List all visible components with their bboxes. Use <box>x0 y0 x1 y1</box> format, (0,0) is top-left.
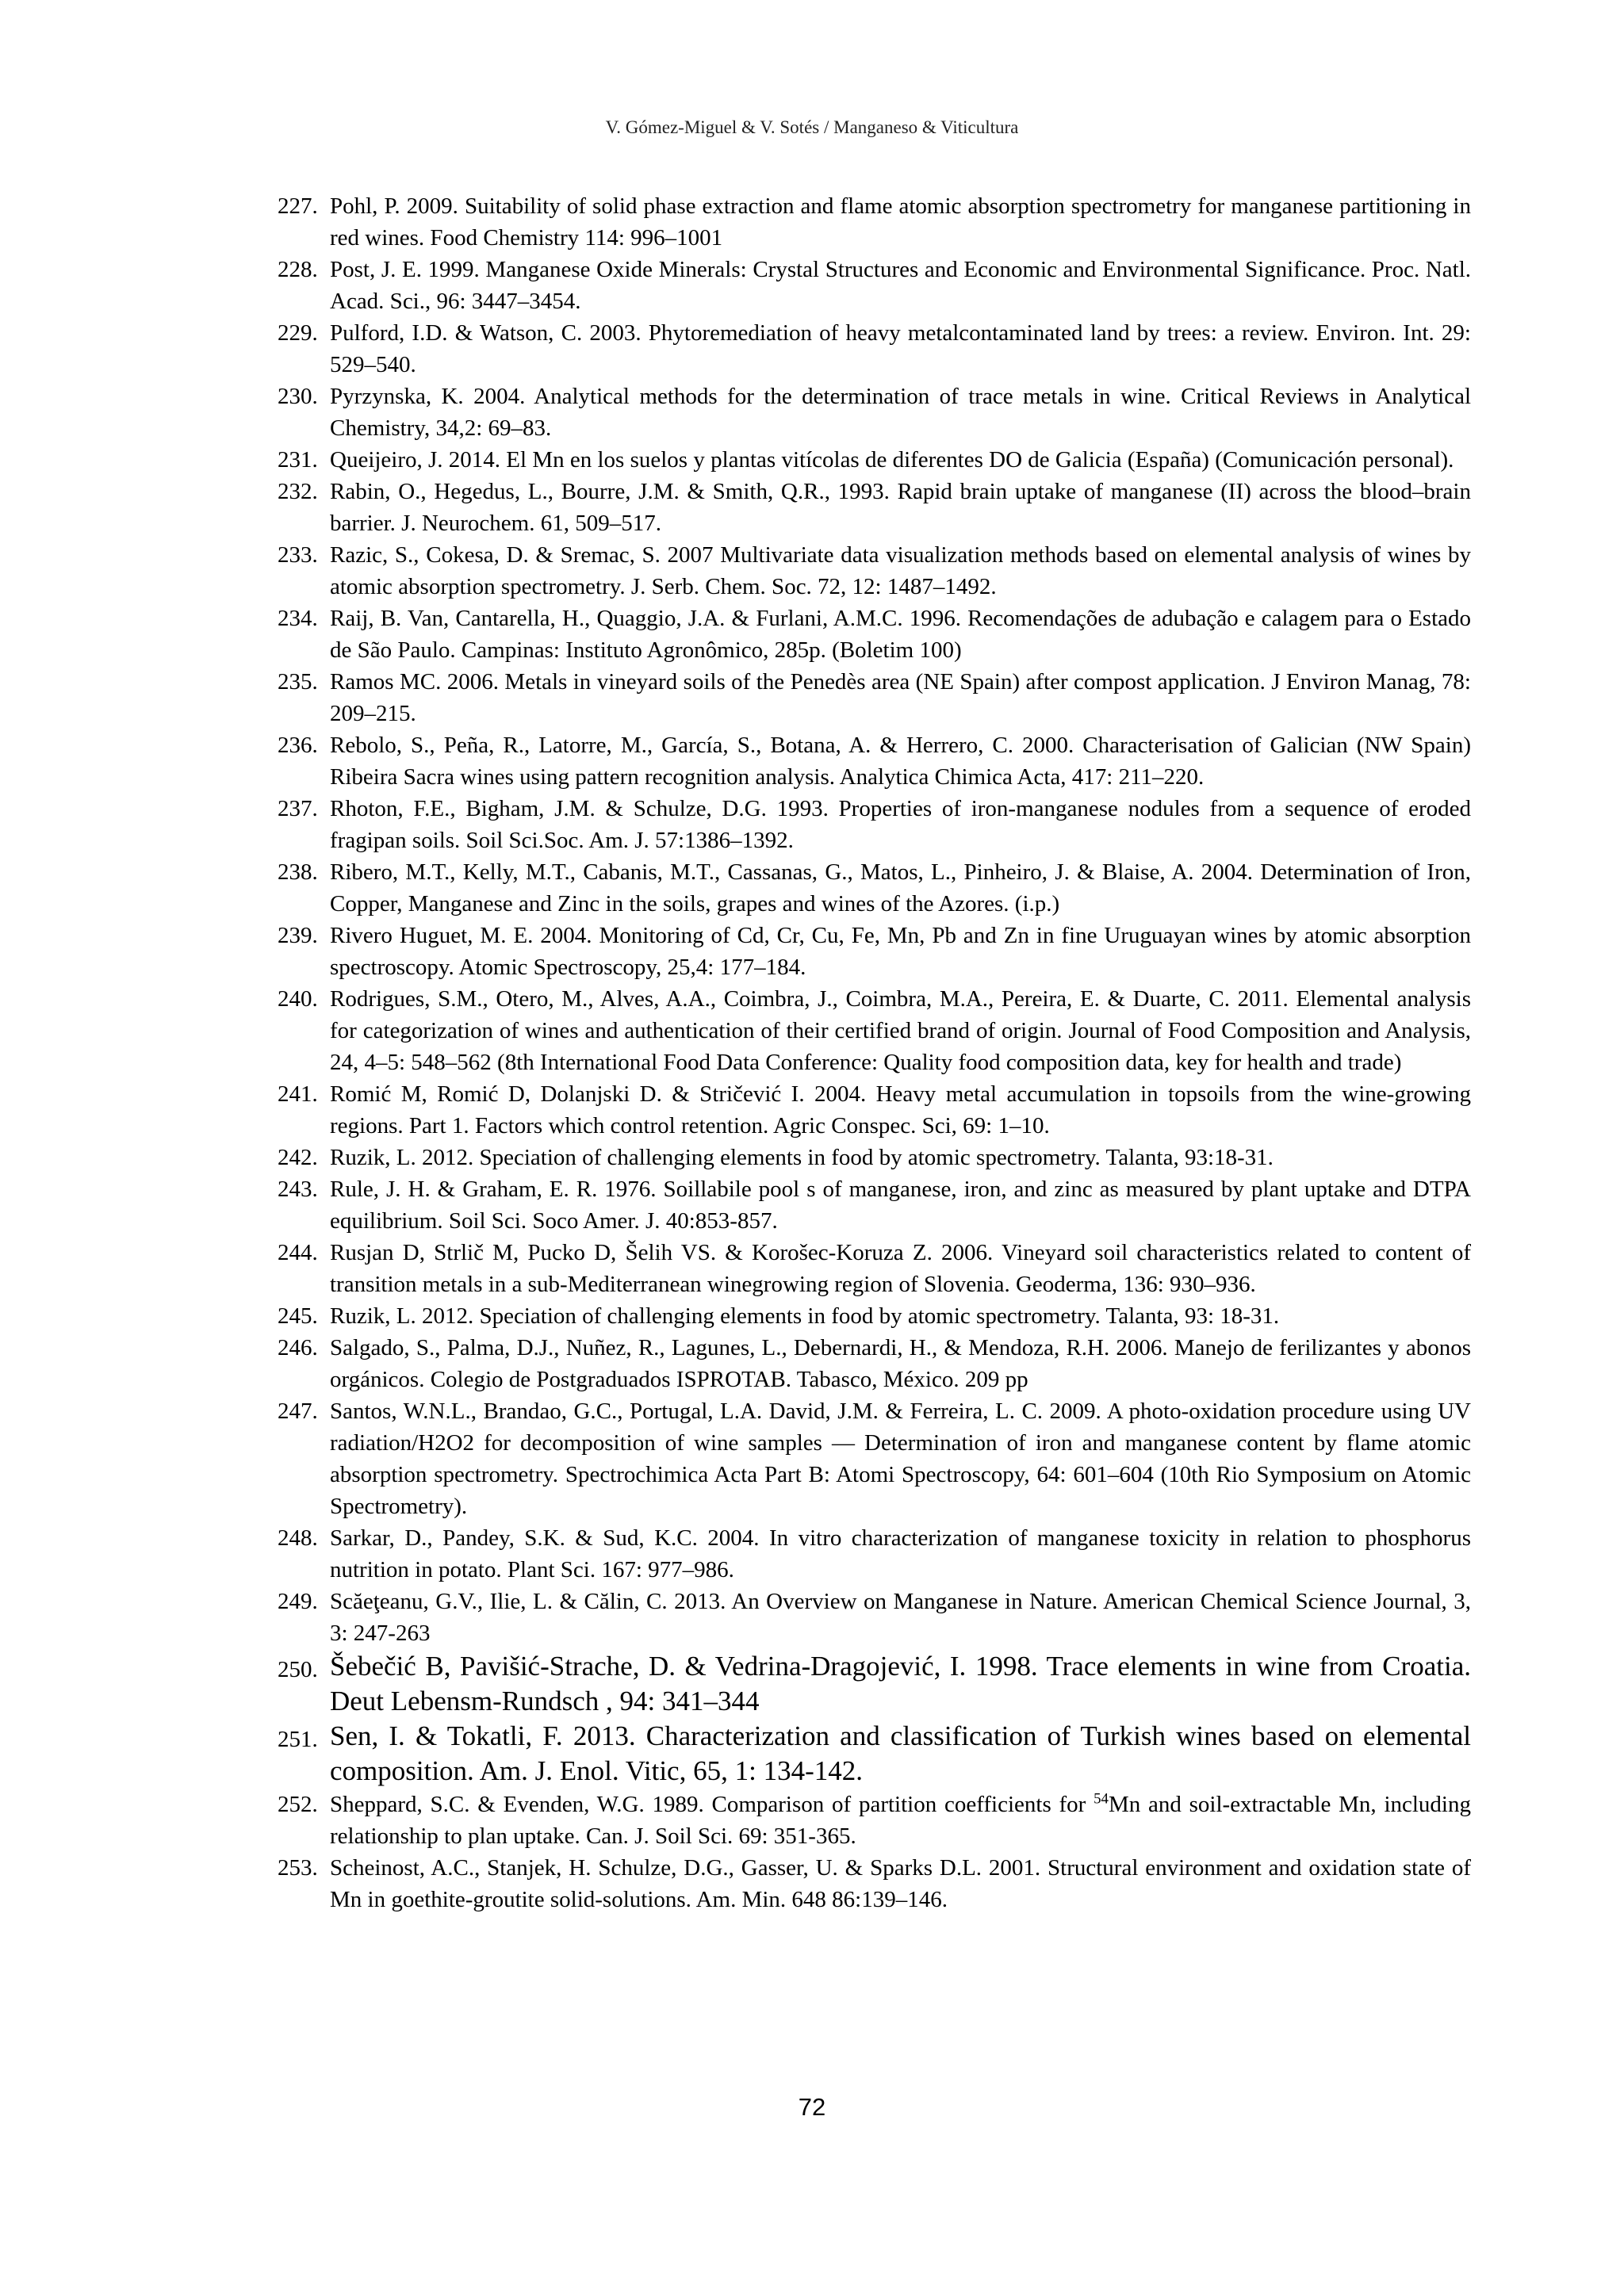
reference-item <box>278 1649 1471 1719</box>
reference-item <box>278 729 1471 793</box>
reference-text: Sen, I. & Tokatli, F. 2013. Characterization and classification of Turkish wines based on elemental composition. Am. J. Enol. Vitic, 65, 1: 134-142. <box>330 1720 1471 1786</box>
reference-number: 227. <box>278 193 318 219</box>
reference-item <box>278 793 1471 856</box>
reference-number: 243. <box>278 1177 318 1202</box>
reference-number: 244. <box>278 1240 318 1265</box>
reference-item <box>278 476 1471 539</box>
reference-number: 252. <box>278 1792 318 1817</box>
reference-text: Queijeiro, J. 2014. El Mn en los suelos y plantas vitícolas de diferentes DO de Galicia (España) (Comunicación personal). <box>330 447 1454 473</box>
reference-number: 253. <box>278 1855 318 1881</box>
reference-text: Rivero Huguet, M. E. 2004. Monitoring of Cd, Cr, Cu, Fe, Mn, Pb and Zn in fine Uruguayan wines by atomic absorption spectroscopy. Atomic Spectroscopy, 25,4: 177–184. <box>330 923 1471 980</box>
reference-text-after: Mn and soil-extractable Mn, including relationship to plan uptake. Can. J. Soil Sci. 69: 351-365. <box>330 1792 1471 1849</box>
reference-item <box>278 1142 1471 1173</box>
reference-text: Ruzik, L. 2012. Speciation of challenging elements in food by atomic spectrometry. Talanta, 93: 18-31. <box>330 1303 1280 1329</box>
reference-number: 233. <box>278 542 318 568</box>
reference-text: Scheinost, A.C., Stanjek, H. Schulze, D.G., Gasser, U. & Sparks D.L. 2001. Structural environment and oxidation state of Mn in goethite-groutite solid-solutions. Am. Min. 648 86:139–146. <box>330 1855 1471 1912</box>
reference-text: Ruzik, L. 2012. Speciation of challenging elements in food by atomic spectrometry. Talanta, 93:18-31. <box>330 1145 1274 1170</box>
reference-item <box>278 1332 1471 1395</box>
reference-item <box>278 1789 1471 1852</box>
reference-number: 242. <box>278 1145 318 1170</box>
reference-text: Santos, W.N.L., Brandao, G.C., Portugal, L.A. David, J.M. & Ferreira, L. C. 2009. A photo-oxidation procedure using UV radiation/H2O2 for decomposition of wine samples — Determination of iron and manganese content by flame atomic absorption spectrometry. Spectrochimica Acta Part B: Atomi Spectroscopy, 64: 601–604 (10th Rio Symposium on Atomic Spectrometry). <box>330 1399 1471 1519</box>
reference-number: 245. <box>278 1303 318 1329</box>
reference-text: Rabin, O., Hegedus, L., Bourre, J.M. & Smith, Q.R., 1993. Rapid brain uptake of manganese (II) across the blood–brain barrier. J. Neurochem. 61, 509–517. <box>330 479 1471 536</box>
reference-number: 246. <box>278 1335 318 1360</box>
reference-item <box>278 1078 1471 1142</box>
reference-item <box>278 444 1471 476</box>
reference-item <box>278 317 1471 381</box>
reference-text: Scăeţeanu, G.V., Ilie, L. & Călin, C. 2013. An Overview on Manganese in Nature. American Chemical Science Journal, 3, 3: 247-263 <box>330 1589 1471 1646</box>
reference-number: 231. <box>278 447 318 473</box>
reference-item <box>278 381 1471 444</box>
reference-text: Pyrzynska, K. 2004. Analytical methods for the determination of trace metals in wine. Critical Reviews in Analytical Chemistry, 34,2: 69–83. <box>330 384 1471 441</box>
reference-text-before: Sheppard, S.C. & Evenden, W.G. 1989. Comparison of partition coefficients for <box>330 1792 1094 1817</box>
reference-number: 234. <box>278 606 318 631</box>
running-header: V. Gómez-Miguel & V. Sotés / Manganeso & Viticultura <box>605 117 1019 137</box>
reference-number: 228. <box>278 257 318 282</box>
reference-text: Ramos MC. 2006. Metals in vineyard soils of the Penedès area (NE Spain) after compost application. J Environ Manag, 78: 209–215. <box>330 669 1471 726</box>
reference-number: 239. <box>278 923 318 948</box>
reference-text: Salgado, S., Palma, D.J., Nuñez, R., Lagunes, L., Debernardi, H., & Mendoza, R.H. 2006. Manejo de ferilizantes y abonos orgánicos. Colegio de Postgraduados ISPROTAB. Tabasco, México. 209 pp <box>330 1335 1471 1392</box>
reference-text: Pohl, P. 2009. Suitability of solid phase extraction and flame atomic absorption spectrometry for manganese partitioning in red wines. Food Chemistry 114: 996–1001 <box>330 193 1471 251</box>
reference-text: Rodrigues, S.M., Otero, M., Alves, A.A., Coimbra, J., Coimbra, M.A., Pereira, E. & Duarte, C. 2011. Elemental analysis for categorization of wines and authentication of their certified brand of origin. Journal of Food Composition and Analysis, 24, 4–5: 548–562 (8th International Food Data Conference: Quality food composition data, key for health and trade) <box>330 986 1471 1075</box>
reference-number: 236. <box>278 733 318 758</box>
reference-text: Šebečić B, Pavišić-Strache, D. & Vedrina-Dragojević, I. 1998. Trace elements in wine from Croatia. Deut Lebensm-Rundsch , 94: 341–344 <box>330 1651 1471 1716</box>
reference-item <box>278 1522 1471 1586</box>
reference-text: Rebolo, S., Peña, R., Latorre, M., García, S., Botana, A. & Herrero, C. 2000. Characterisation of Galician (NW Spain) Ribeira Sacra wines using pattern recognition analysis. Analytica Chimica Acta, 417: 211–220. <box>330 733 1471 790</box>
reference-item <box>278 856 1471 920</box>
reference-number: 237. <box>278 796 318 821</box>
reference-item <box>278 1173 1471 1237</box>
reference-number: 229. <box>278 320 318 346</box>
reference-item <box>278 603 1471 666</box>
reference-item <box>278 190 1471 254</box>
page-number: 72 <box>798 2093 826 2121</box>
reference-text: Pulford, I.D. & Watson, C. 2003. Phytoremediation of heavy metalcontaminated land by trees: a review. Environ. Int. 29: 529–540. <box>330 320 1471 377</box>
reference-item <box>278 1237 1471 1300</box>
reference-number: 230. <box>278 384 318 409</box>
reference-text: Ribero, M.T., Kelly, M.T., Cabanis, M.T., Cassanas, G., Matos, L., Pinheiro, J. & Blaise, A. 2004. Determination of Iron, Copper, Manganese and Zinc in the soils, grapes and wines of the Azores. (i.p.) <box>330 859 1471 916</box>
reference-item <box>278 1395 1471 1522</box>
reference-number: 238. <box>278 859 318 885</box>
reference-list <box>278 190 1471 1915</box>
reference-number: 249. <box>278 1589 318 1614</box>
reference-number: 250. <box>278 1657 318 1682</box>
reference-text: Raij, B. Van, Cantarella, H., Quaggio, J.A. & Furlani, A.M.C. 1996. Recomendações de adubação e calagem para o Estado de São Paulo. Campinas: Instituto Agronômico, 285p. (Boletim 100) <box>330 606 1471 663</box>
reference-item <box>278 920 1471 983</box>
reference-text: Romić M, Romić D, Dolanjski D. & Stričević I. 2004. Heavy metal accumulation in topsoils from the wine-growing regions. Part 1. Factors which control retention. Agric Conspec. Sci, 69: 1–10. <box>330 1081 1471 1138</box>
reference-number: 240. <box>278 986 318 1012</box>
reference-number: 248. <box>278 1525 318 1551</box>
reference-number: 235. <box>278 669 318 695</box>
isotope-superscript: 54 <box>1094 1790 1109 1808</box>
reference-item <box>278 1586 1471 1649</box>
reference-item <box>278 1852 1471 1915</box>
reference-number: 241. <box>278 1081 318 1107</box>
reference-text: Sarkar, D., Pandey, S.K. & Sud, K.C. 2004. In vitro characterization of manganese toxicity in relation to phosphorus nutrition in potato. Plant Sci. 167: 977–986. <box>330 1525 1471 1582</box>
reference-item <box>278 254 1471 317</box>
reference-item <box>278 539 1471 603</box>
reference-number: 251. <box>278 1727 318 1752</box>
reference-text: Post, J. E. 1999. Manganese Oxide Minerals: Crystal Structures and Economic and Environmental Significance. Proc. Natl. Acad. Sci., 96: 3447–3454. <box>330 257 1471 314</box>
reference-text: Rhoton, F.E., Bigham, J.M. & Schulze, D.G. 1993. Properties of iron-manganese nodules from a sequence of eroded fragipan soils. Soil Sci.Soc. Am. J. 57:1386–1392. <box>330 796 1471 853</box>
reference-item <box>278 666 1471 729</box>
reference-text: Rule, J. H. & Graham, E. R. 1976. Soillabile pool s of manganese, iron, and zinc as measured by plant uptake and DTPA equilibrium. Soil Sci. Soco Amer. J. 40:853-857. <box>330 1177 1471 1234</box>
reference-item <box>278 1300 1471 1332</box>
reference-number: 247. <box>278 1399 318 1424</box>
reference-item <box>278 983 1471 1078</box>
reference-item <box>278 1719 1471 1789</box>
reference-text: Razic, S., Cokesa, D. & Sremac, S. 2007 Multivariate data visualization methods based on elemental analysis of wines by atomic absorption spectrometry. J. Serb. Chem. Soc. 72, 12: 1487–1492. <box>330 542 1471 599</box>
reference-number: 232. <box>278 479 318 504</box>
reference-text: Rusjan D, Strlič M, Pucko D, Šelih VS. & Korošec-Koruza Z. 2006. Vineyard soil characteristics related to content of transition metals in a sub-Mediterranean winegrowing region of Slovenia. Geoderma, 136: 930–936. <box>330 1240 1471 1297</box>
